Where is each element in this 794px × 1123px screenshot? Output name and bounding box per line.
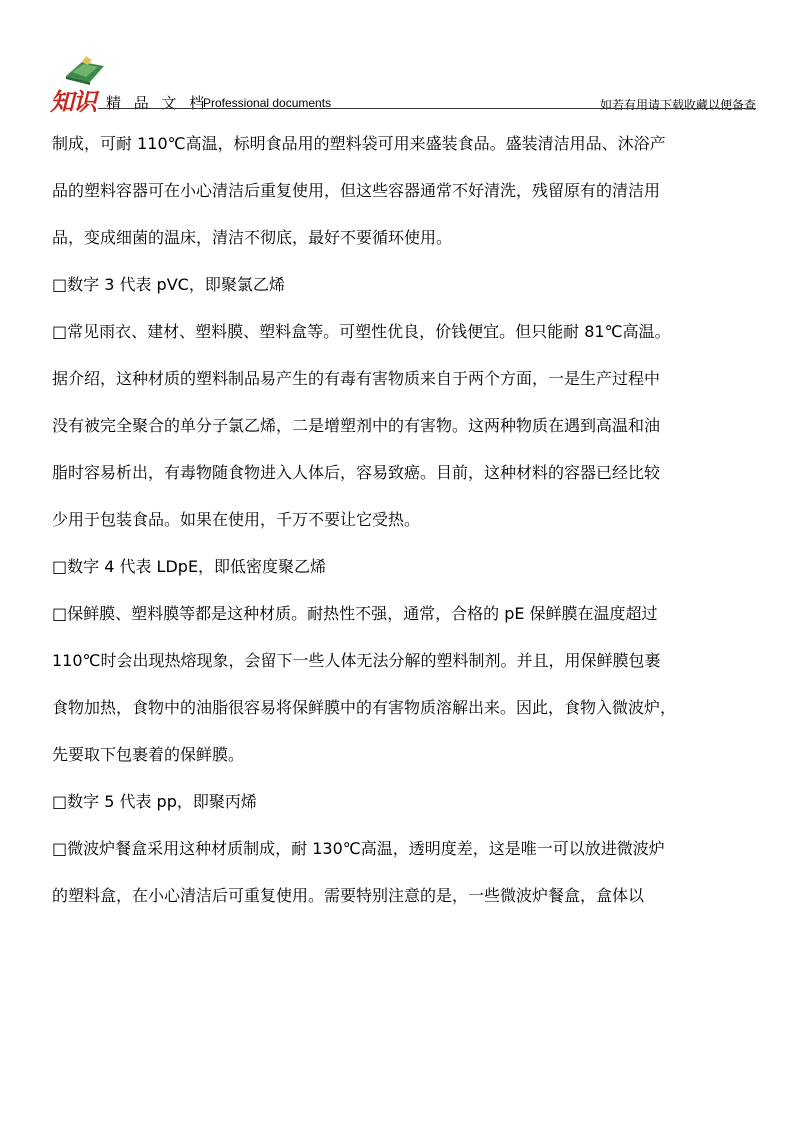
text-line: 先要取下包裹着的保鲜膜。 — [52, 745, 245, 764]
text-line: 据介绍，这种材质的塑料制品易产生的有毒有害物质来自于两个方面，一是生产过程中 — [52, 369, 661, 388]
text-line: □微波炉餐盒采用这种材质制成，耐 130℃高温，透明度差，这是唯一可以放进微波炉 — [52, 839, 665, 858]
header-divider — [98, 108, 756, 109]
text-line: □保鲜膜、塑料膜等都是这种材质。耐热性不强，通常，合格的 pE 保鲜膜在温度超过 — [52, 604, 658, 623]
text-line: 脂时容易析出，有毒物随食物进入人体后，容易致癌。目前，这种材料的容器已经比较 — [52, 463, 661, 482]
text-line: 品的塑料容器可在小心清洁后重复使用，但这些容器通常不好清洗，残留原有的清洁用 — [52, 181, 661, 200]
page-header — [50, 52, 756, 116]
text-line: □数字 5 代表 pp，即聚丙烯 — [52, 792, 257, 811]
text-line: □数字 4 代表 LDpE，即低密度聚乙烯 — [52, 557, 327, 576]
document-body — [52, 120, 764, 919]
logo-text: 知识 — [50, 87, 96, 116]
text-line: □数字 3 代表 pVC，即聚氯乙烯 — [52, 275, 285, 294]
text-line: 食物加热，食物中的油脂很容易将保鲜膜中的有害物质溶解出来。因此，食物入微波炉， — [52, 698, 677, 717]
header-subtitle: Professional documents — [203, 96, 332, 110]
text-line: 的塑料盒，在小心清洁后可重复使用。需要特别注意的是，一些微波炉餐盒，盒体以 — [52, 886, 645, 905]
text-line: 110℃时会出现热熔现象，会留下一些人体无法分解的塑料制剂。并且，用保鲜膜包裹 — [52, 651, 661, 670]
text-line: 少用于包装食品。如果在使用，千万不要让它受热。 — [52, 510, 421, 529]
text-line: □常见雨衣、建材、塑料膜、塑料盒等。可塑性优良，价钱便宜。但只能耐 81℃高温。 — [52, 322, 671, 341]
text-line: 品，变成细菌的温床，清洁不彻底，最好不要循环使用。 — [52, 228, 453, 247]
text-line: 没有被完全聚合的单分子氯乙烯，二是增塑剂中的有害物。这两种物质在遇到高温和油 — [52, 416, 661, 435]
header-title: 精 品 文 档 — [106, 94, 209, 112]
header-note: 如若有用请下载收藏以便备查 — [599, 98, 756, 112]
text-line: 制成，可耐 110℃高温，标明食品用的塑料袋可用来盛装食品。盛装清洁用品、沐浴产 — [52, 134, 666, 153]
